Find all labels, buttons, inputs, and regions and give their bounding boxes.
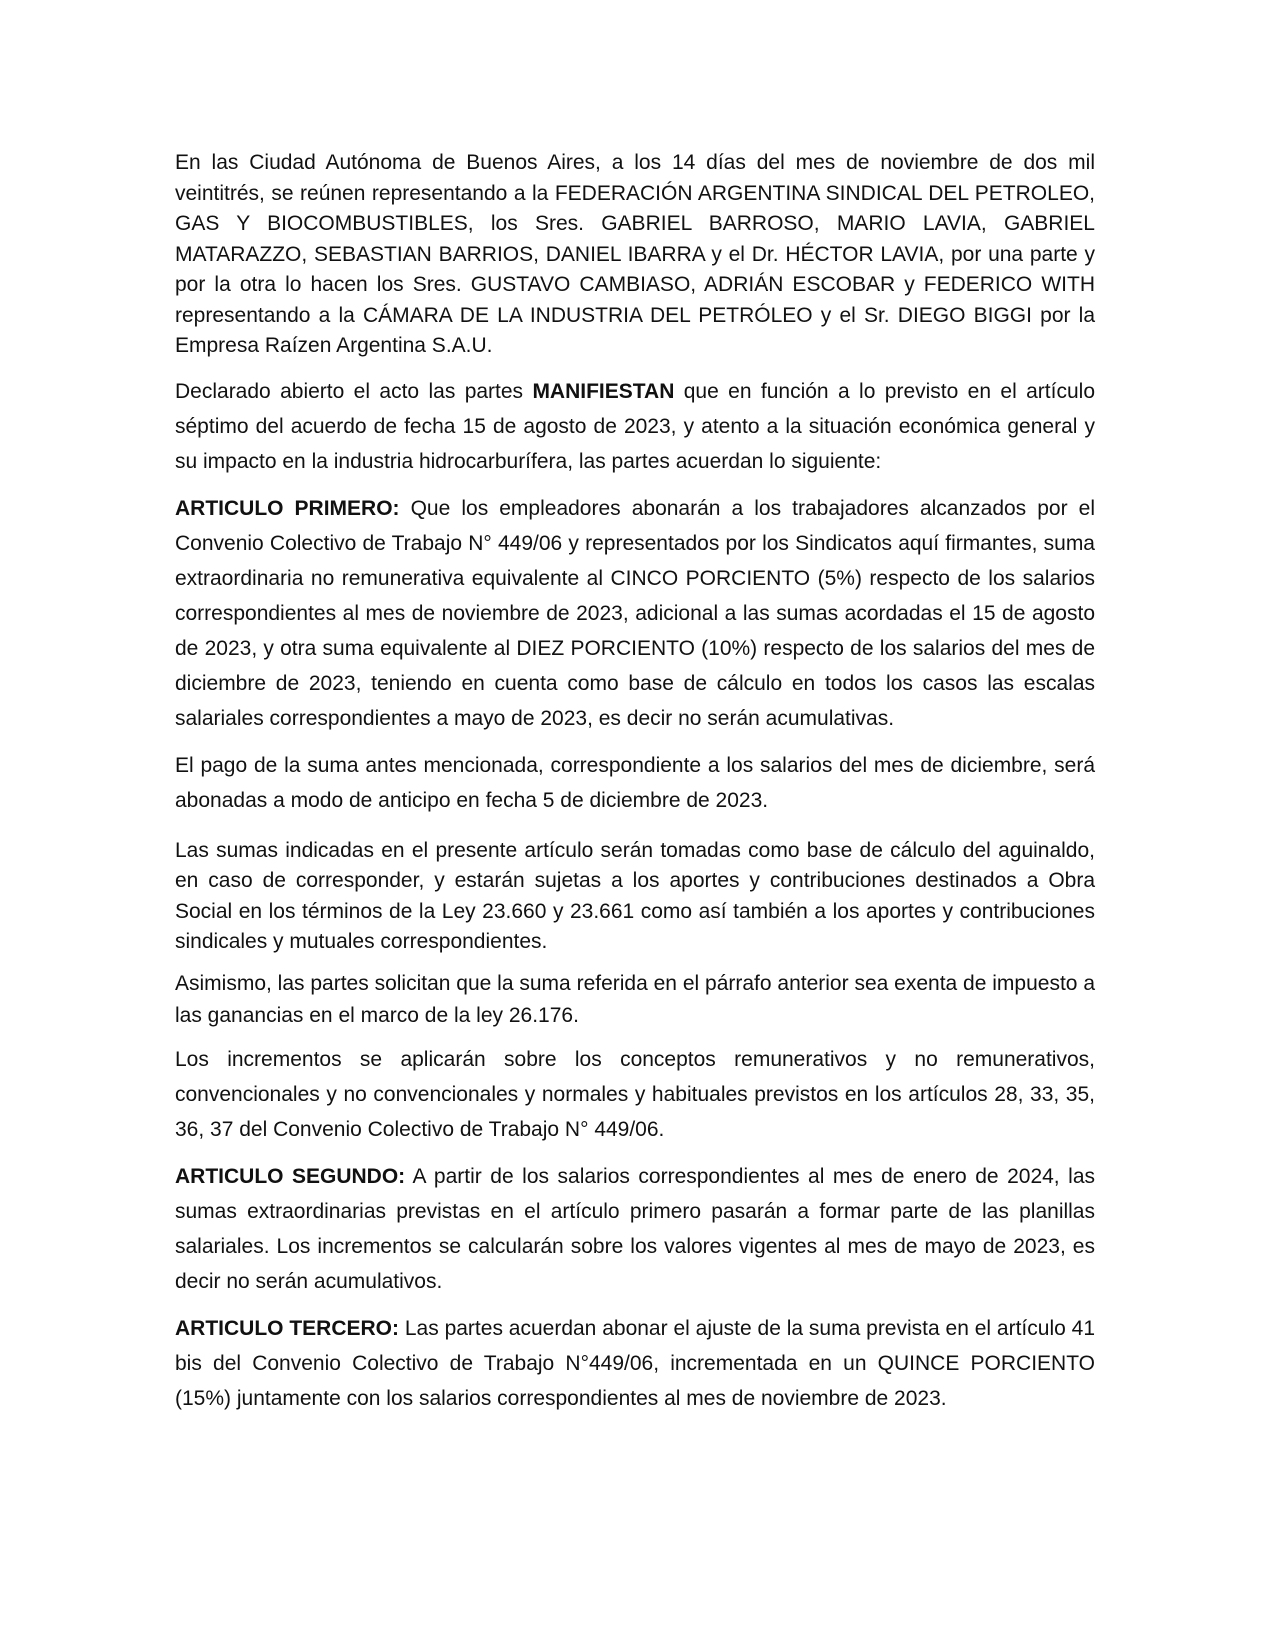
document-page [175, 148, 1095, 1416]
calculation-base-paragraph: Las sumas indicadas en el presente artículo serán tomadas como base de cálculo del aguinaldo, en caso de corresponder, y estarán sujetas a los aportes y contribuciones destinados a Obra Social en los términos de la Ley 23.660 y 23.661 como así también a los aportes y contribuciones sindicales y mutuales correspondientes. [175, 838, 1095, 953]
article-2-paragraph [175, 1159, 1095, 1299]
article-1-paragraph [175, 491, 1095, 736]
article-3-paragraph [175, 1311, 1095, 1416]
tax-exemption-paragraph: Asimismo, las partes solicitan que la suma referida en el párrafo anterior sea exenta de impuesto a las ganancias en el marco de la ley 26.176. [175, 971, 1095, 1027]
opening-paragraph: En las Ciudad Autónoma de Buenos Aires, a los 14 días del mes de noviembre de dos mil veintitrés, se reúnen representando a la FEDERACIÓN ARGENTINA SINDICAL DEL PETROLEO, GAS Y BIOCOMBUSTIBLES, los Sres. GABRIEL BARROSO, MARIO LAVIA, GABRIEL MATARAZZO, SEBASTIAN BARRIOS, DANIEL IBARRA y el Dr. HÉCTOR LAVIA, por una parte y por la otra lo hacen los Sres. GUSTAVO CAMBIASO, ADRIÁN ESCOBAR y FEDERICO WITH representando a la CÁMARA DE LA INDUSTRIA DEL PETRÓLEO y el Sr. DIEGO BIGGI por la Empresa Raízen Argentina S.A.U. [175, 151, 1095, 357]
article-1-text: Que los empleadores abonarán a los trabajadores alcanzados por el Convenio Colectivo de Trabajo N° 449/06 y representados por los Sindicatos aquí firmantes, suma extraordinaria no remunerativa equivalente al CINCO PORCIENTO (5%) respecto de los salarios correspondientes al mes de noviembre de 2023, adicional a las sumas acordadas el 15 de agosto de 2023, y otra suma equivalente al DIEZ PORCIENTO (10%) respecto de los salarios del mes de diciembre de 2023, teniendo en cuenta como base de cálculo en todos los casos las escalas salariales correspondientes a mayo de 2023, es decir no serán acumulativas. [175, 496, 1095, 730]
declaration-text-start: Declarado abierto el acto las partes [175, 379, 533, 403]
manifiestan-keyword: MANIFIESTAN [532, 379, 675, 403]
article-2-text: A partir de los salarios correspondientes al mes de enero de 2024, las sumas extraordinarias previstas en el artículo primero pasarán a formar parte de las planillas salariales. Los incrementos se calcularán sobre los valores vigentes al mes de mayo de 2023, es decir no serán acumulativos. [175, 1164, 1095, 1293]
article-3-heading: ARTICULO TERCERO: [175, 1316, 400, 1340]
declaration-text-end: que en función a lo previsto en el artículo séptimo del acuerdo de fecha 15 de agosto de 2023, y atento a la situación económica general y su impacto en la industria hidrocarburífera, las partes acuerdan lo siguiente: [175, 379, 1095, 473]
article-2-heading: ARTICULO SEGUNDO: [175, 1164, 406, 1188]
article-1-heading: ARTICULO PRIMERO: [175, 496, 400, 520]
payment-paragraph: El pago de la suma antes mencionada, correspondiente a los salarios del mes de diciembre, será abonadas a modo de anticipo en fecha 5 de diciembre de 2023. [175, 753, 1095, 812]
increments-paragraph: Los incrementos se aplicarán sobre los conceptos remunerativos y no remunerativos, convencionales y no convencionales y normales y habituales previstos en los artículos 28, 33, 35, 36, 37 del Convenio Colectivo de Trabajo N° 449/06. [175, 1047, 1095, 1141]
article-3-text: Las partes acuerdan abonar el ajuste de la suma prevista en el artículo 41 bis del Convenio Colectivo de Trabajo N°449/06, incrementada en un QUINCE PORCIENTO (15%) juntamente con los salarios correspondientes al mes de noviembre de 2023. [175, 1316, 1095, 1410]
declaration-paragraph [175, 374, 1095, 479]
